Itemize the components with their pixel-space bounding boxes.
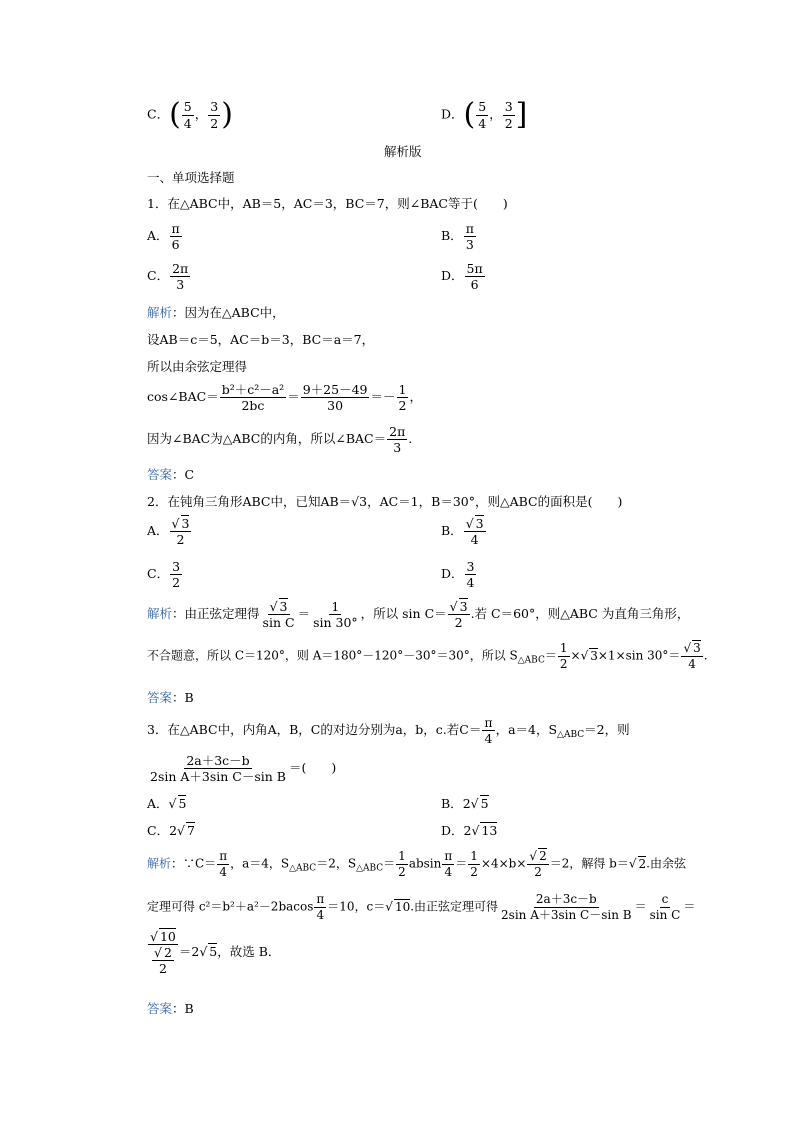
fraction: $\frac{1}{2}$ (470, 849, 478, 879)
answer-label: 答案 (147, 1001, 173, 1016)
fraction: $\frac{1}{\sin 30^\circ}$ (313, 599, 358, 631)
fraction: $\frac{1}{2}$ (398, 382, 407, 414)
q3-answer: 答案：B (147, 1001, 194, 1016)
q1-option-c: C． $\frac{2\pi}{3}$ (147, 261, 189, 293)
fraction: $\frac{\pi}{6}$ (171, 221, 180, 253)
answer-label: 答案 (147, 690, 173, 705)
fraction: $\frac{3}{4}$ (466, 559, 475, 591)
fraction: $\frac{\text{b²＋c²－a²}}{2bc}$ (221, 382, 285, 414)
fraction: $\frac{3}{2}$ (504, 99, 513, 131)
fraction: $\frac{\pi}{4}$ (316, 892, 325, 922)
q2-stem: 2．在钝角三角形ABC中，已知AB＝√3，AC＝1，B＝30°，则△ABC的面积是( ) (147, 494, 623, 509)
top-option-d-letter: D． (441, 106, 464, 122)
q2-answer: 答案：B (147, 690, 194, 705)
q3-analysis-line-3: $\frac{√ 10}{\frac{√ 2}{2}}$ ＝2√ 5，故选 B． (150, 929, 281, 977)
page-title: 解析版 (384, 144, 422, 159)
q1-option-a: A． $\frac{\pi}{6}$ (147, 221, 180, 253)
analysis-label: 解析 (147, 856, 172, 871)
q1-answer: 答案：C (147, 467, 195, 482)
fraction: $\frac{√ 3}{2}$ (171, 516, 190, 548)
q1-analysis-line-2: 设AB＝c＝5，AC＝b＝3，BC＝a＝7， (147, 332, 375, 347)
fraction: $\frac{2\pi}{3}$ (389, 424, 406, 456)
q1-analysis-line-4: cos∠BAC＝ $\frac{\text{b²＋c²－a²}}{2bc}$ ＝ $\frac{9+25-49}{30}$ ＝－ $\frac{1}{2}$ ， (147, 382, 422, 414)
q2-option-d: D． $\frac{3}{4}$ (441, 559, 475, 591)
q1-stem: 1．在△ABC中，AB＝5，AC＝3，BC＝7，则∠BAC等于( ) (147, 196, 508, 211)
fraction: $\frac{5}{4}$ (478, 99, 487, 131)
fraction: $\frac{5\pi}{6}$ (466, 261, 483, 293)
q3-analysis-line-2: 定理可得 c²＝b²＋a²－2bacos $\frac{\pi}{4}$ ＝10，c＝√ 10.由正弦定理可得 $\frac{2a+3c-b}{\text{2sin A＋3sin C－sin B}}$ ＝ $\frac{c}{\text{sin C}}$ ＝ (147, 892, 696, 922)
q1-option-d: D． $\frac{5\pi}{6}$ (441, 261, 483, 293)
q3-stem: 3．在△ABC中，内角A，B，C的对边分别为a，b，c.若C＝ $\frac{\pi}{4}$ ，a＝4，$S_{\triangle ABC}=2$，则 (147, 715, 630, 747)
answer-label: 答案 (147, 467, 173, 482)
q2-analysis-line-1: 解析：由正弦定理得 $\frac{√ 3}{\text{sin C}}$ ＝ $\frac{1}{\sin 30^\circ}$ ，所以 sin C＝ $\frac{√ 3}{2}$ .若 C＝60°，则△ABC 为直角三角形， (147, 599, 690, 631)
fraction: $\frac{√ 3}{\text{sin C}}$ (262, 599, 295, 631)
fraction: $\frac{1}{2}$ (398, 849, 406, 879)
fraction: $\frac{\pi}{4}$ (484, 715, 493, 747)
fraction: $\frac{\pi}{3}$ (465, 221, 474, 253)
fraction: $\frac{2\pi}{3}$ (172, 261, 189, 293)
fraction: $\frac{√ 3}{4}$ (465, 516, 484, 548)
fraction: $\frac{√ 2}{2}$ (153, 945, 172, 977)
fraction: $\frac{c}{\text{sin C}}$ (649, 892, 681, 922)
fraction: $\frac{2a+3c-b}{\text{2sin A＋3sin C－sin B}}$ (150, 753, 286, 785)
q3-option-c: C．2√ 7 (147, 823, 195, 838)
q2-option-a: A． $\frac{√ 3}{2}$ (147, 516, 190, 548)
section-heading: 一、单项选择题 (147, 170, 235, 185)
q1-option-b: B． $\frac{\pi}{3}$ (441, 221, 474, 253)
q2-analysis-line-2: 不合题意，所以 C＝120°，则 A＝180°－120°－30°＝30°，所以 $S_{\triangle ABC}=$ $\frac{1}{2}$ ×√ 3×1×sin 30°＝ $\frac{√ 3}{4}$ . (147, 641, 708, 671)
q3-option-a: A．√ 5 (147, 796, 187, 811)
fraction: $\frac{√ 3}{4}$ (683, 641, 701, 671)
fraction: $\frac{9+25-49}{30}$ (302, 382, 368, 414)
q1-analysis-line-5: 因为∠BAC为△ABC的内角，所以∠BAC＝ $\frac{2\pi}{3}$ . (147, 424, 413, 456)
fraction: $\frac{3}{2}$ (172, 559, 181, 591)
q3-option-b: B．2√ 5 (441, 796, 489, 811)
fraction: $\frac{1}{2}$ (559, 641, 568, 671)
q3-option-d: D．2√ 13 (441, 823, 498, 838)
fraction: $\frac{\pi}{4}$ (444, 849, 453, 879)
top-option-c-letter: C． (147, 106, 170, 122)
top-option-c: C．( $\frac{5}{4}$ ， $\frac{3}{2}$ ) (147, 97, 233, 132)
fraction: $\frac{√ 10}{\frac{√ 2}{2}}$ (150, 929, 176, 977)
fraction: $\frac{√ 3}{2}$ (449, 599, 468, 631)
top-option-d: D．( $\frac{5}{4}$ ， $\frac{3}{2}$ ] (441, 97, 528, 132)
q2-option-b: B． $\frac{√ 3}{4}$ (441, 516, 484, 548)
fraction: $\frac{√ 2}{2}$ (529, 849, 547, 879)
q1-analysis-line-3: 所以由余弦定理得 (147, 359, 248, 374)
q3-analysis-line-1: 解析：∵C＝ $\frac{\pi}{4}$ ，a＝4，$S_{\triangle ABC}=2$，$S_{\triangle ABC}=$ $\frac{1}{2}$ absin $\frac{\pi}{4}$ ＝ $\frac{1}{2}$ ×4×b× $\frac{√ 2}{2}$ ＝2，解得 b＝√ 2.由余弦 (147, 849, 686, 879)
analysis-label: 解析 (147, 606, 173, 622)
q2-option-c: C． $\frac{3}{2}$ (147, 559, 181, 591)
analysis-label: 解析 (147, 305, 173, 320)
fraction: $\frac{2a+3c-b}{\text{2sin A＋3sin C－sin B}}$ (501, 892, 632, 922)
q1-analysis-line-1: 解析：因为在△ABC中， (147, 305, 285, 320)
q3-expression: $\frac{2a+3c-b}{\text{2sin A＋3sin C－sin B}}$ ＝( ) (150, 753, 337, 785)
fraction: $\frac{3}{2}$ (210, 99, 219, 131)
fraction: $\frac{\pi}{4}$ (219, 849, 228, 879)
fraction: $\frac{5}{4}$ (183, 99, 192, 131)
